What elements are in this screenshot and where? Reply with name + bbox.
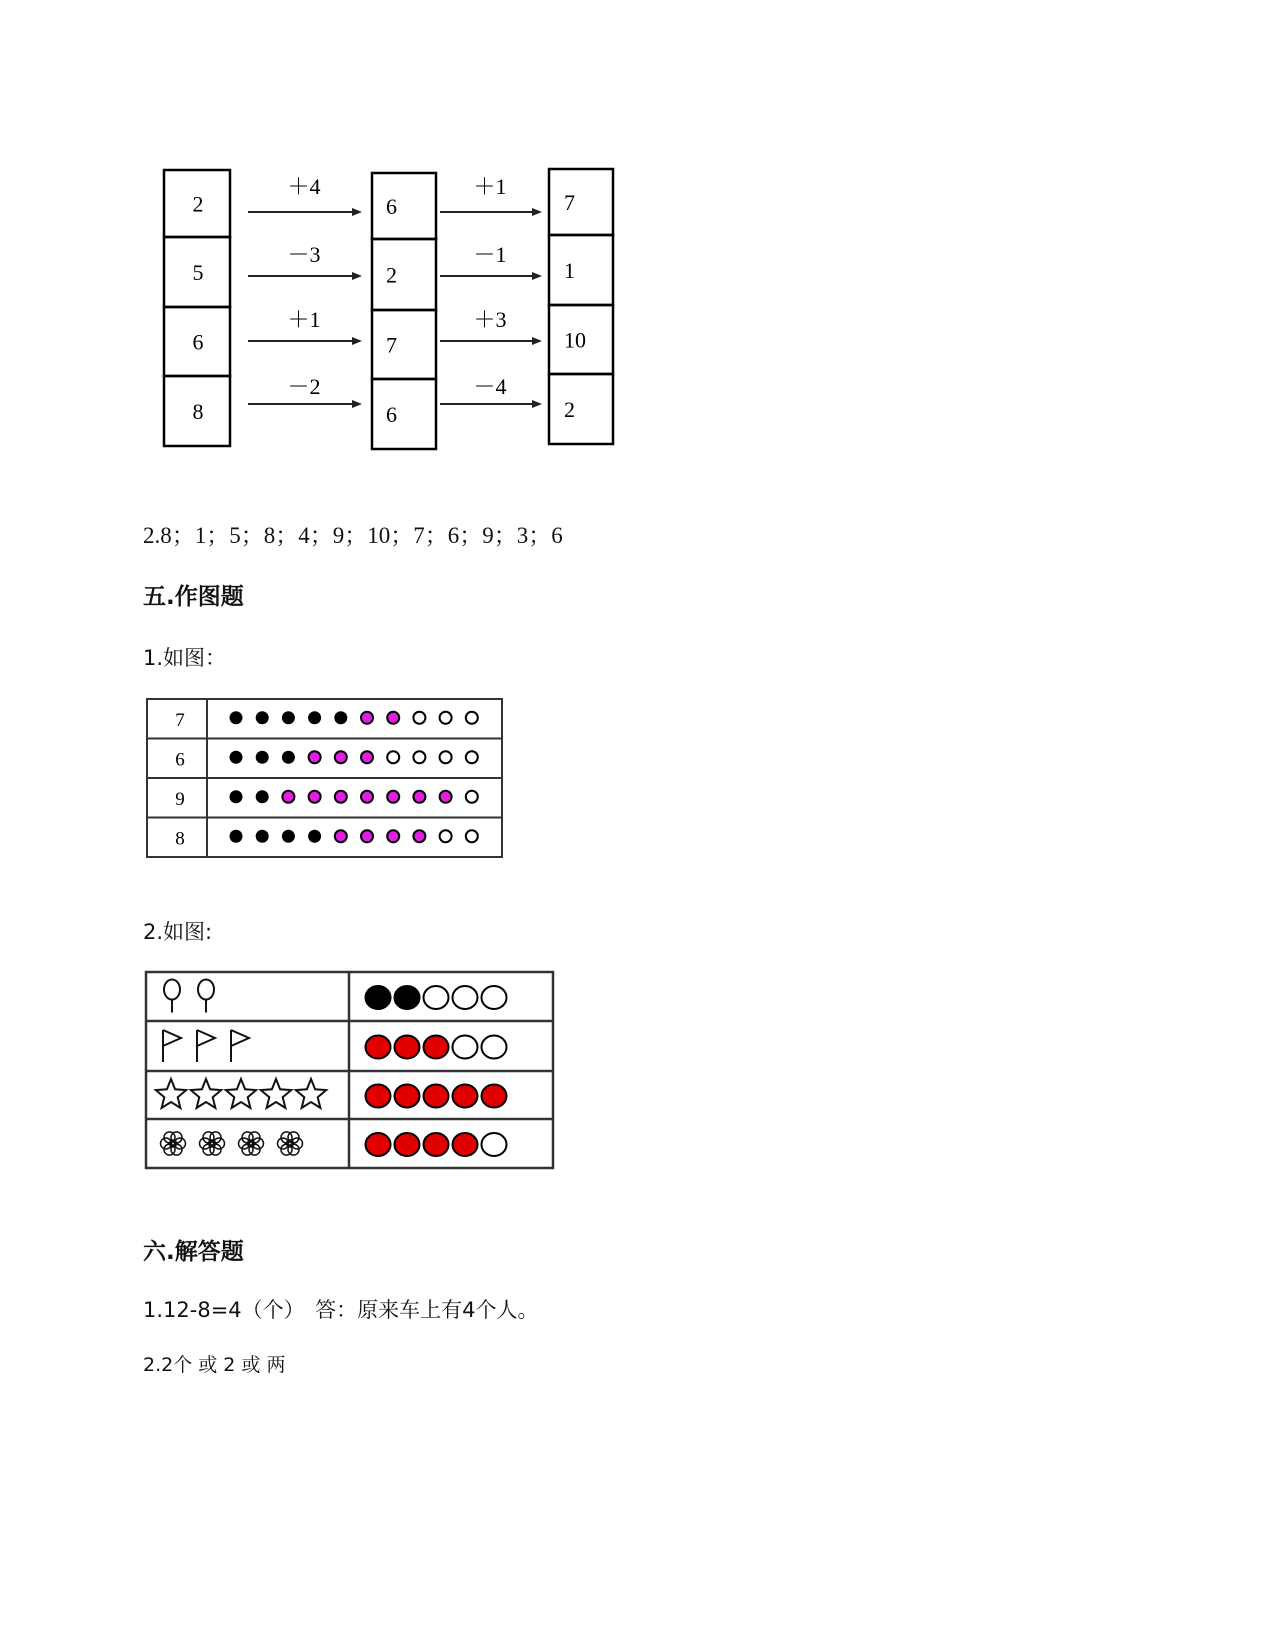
filled-circle [366, 1133, 391, 1156]
filled-circle [366, 1085, 391, 1108]
picture-table [0, 0, 700, 1200]
q2-label: 2.如图: [143, 920, 213, 944]
operation-label: －3 [287, 242, 321, 267]
star-icon [296, 1079, 326, 1108]
answer-6-2: 2.2个 或 2 或 两 [143, 1354, 286, 1376]
flower-icon [200, 1132, 225, 1155]
number-box-value: 2 [386, 262, 397, 288]
number-box-value: 7 [386, 332, 397, 358]
section5-title: 五.作图题 [143, 584, 244, 610]
operation-label: ＋4 [287, 174, 321, 199]
star-icon [191, 1079, 221, 1108]
filled-circle [395, 1085, 420, 1108]
q1-label: 1.如图： [143, 646, 227, 670]
filled-circle [424, 1133, 449, 1156]
filled-circle [366, 986, 391, 1009]
star-icon [156, 1079, 186, 1108]
operation-label: －4 [473, 374, 507, 399]
balloon-icon [198, 980, 214, 1013]
number-box-value: 6 [386, 194, 397, 219]
operation-label: ＋1 [473, 174, 507, 199]
operation-label: ＋1 [287, 307, 321, 332]
filled-circle [395, 1133, 420, 1156]
section6-title: 六.解答题 [143, 1239, 244, 1265]
number-box-value: 1 [564, 258, 575, 283]
filled-circle [395, 986, 420, 1009]
row-number: 6 [175, 749, 185, 771]
filled-circle [424, 1036, 449, 1059]
star-icon [261, 1079, 291, 1108]
number-box-value: 6 [192, 329, 204, 355]
number-box-value: 2 [564, 397, 575, 422]
balloon-icon [164, 980, 180, 1013]
number-box-value: 6 [386, 402, 397, 427]
empty-circle [453, 1036, 478, 1059]
flower-icon [278, 1132, 303, 1155]
filled-circle [453, 1133, 478, 1156]
number-box-value: 7 [564, 190, 575, 215]
answer-2-8: 2.8；1；5；8；4；9；10；7；6；9；3；6 [143, 523, 563, 548]
row-number: 7 [175, 709, 185, 731]
flag-icon [231, 1030, 249, 1062]
operation-label: －1 [473, 242, 507, 267]
flower-icon [161, 1132, 186, 1155]
flag-icon [197, 1030, 215, 1062]
empty-circle [482, 1036, 507, 1059]
star-icon [226, 1079, 256, 1108]
operation-label: －2 [287, 374, 321, 399]
filled-circle [366, 1036, 391, 1059]
filled-circle [424, 1085, 449, 1108]
filled-circle [395, 1036, 420, 1059]
row-number: 8 [175, 828, 185, 850]
filled-circle [453, 1085, 478, 1108]
number-box-value: 5 [192, 260, 204, 285]
number-box-value: 2 [192, 191, 204, 217]
answer-6-1: 1.12-8=4（个） 答：原来车上有4个人。 [143, 1298, 539, 1322]
operation-label: ＋3 [473, 307, 507, 332]
flag-icon [163, 1030, 181, 1062]
empty-circle [424, 986, 449, 1009]
row-number: 9 [175, 788, 185, 810]
number-box-value: 10 [564, 327, 586, 353]
flower-icon [239, 1132, 264, 1155]
empty-circle [482, 986, 507, 1009]
number-box-value: 8 [192, 399, 204, 424]
filled-circle [482, 1085, 507, 1108]
empty-circle [453, 986, 478, 1009]
empty-circle [482, 1133, 507, 1156]
